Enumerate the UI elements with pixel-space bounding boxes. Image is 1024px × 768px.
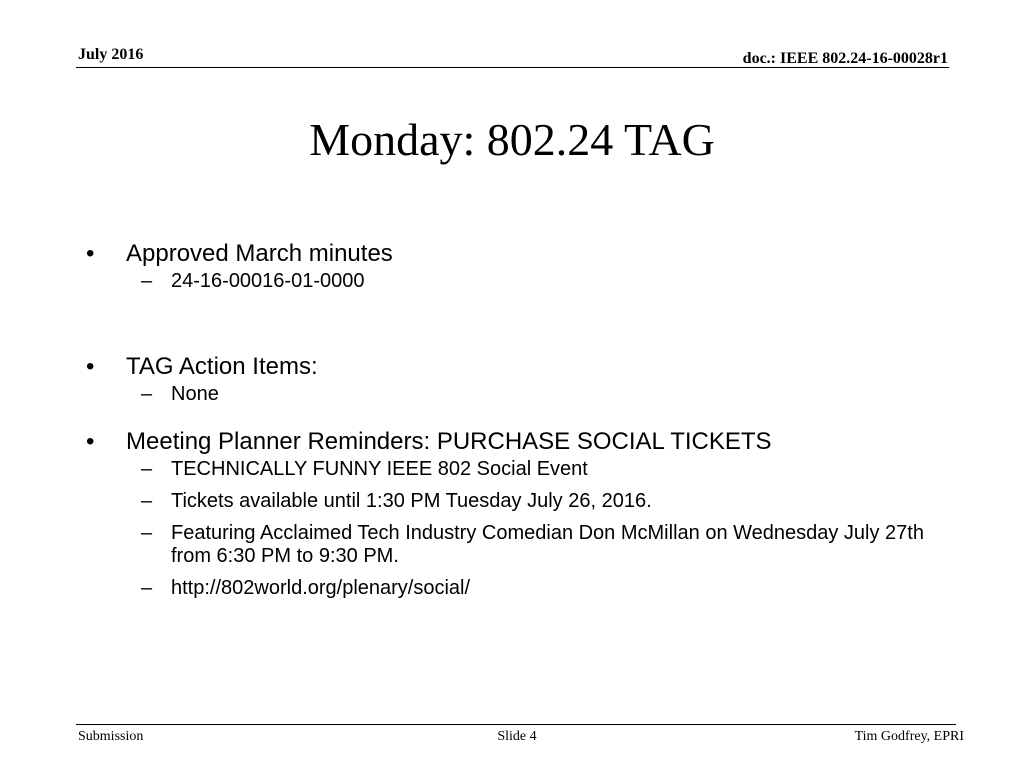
dash-marker: –	[141, 383, 153, 405]
bullet-text: Meeting Planner Reminders: PURCHASE SOCIAL TICKETS	[126, 428, 772, 455]
dash-marker: –	[141, 522, 153, 544]
sub-bullet-text: None	[171, 383, 219, 405]
sub-bullet-item	[84, 522, 944, 568]
slide-body	[84, 238, 944, 600]
dash-marker: –	[141, 458, 153, 480]
bullet-marker: •	[86, 240, 95, 267]
bullet-marker: •	[86, 353, 95, 380]
sub-bullet-link[interactable]: http://802world.org/plenary/social/	[171, 577, 471, 599]
bullet-item	[84, 351, 944, 383]
dash-marker: –	[141, 490, 153, 512]
sub-bullet-item	[84, 383, 944, 406]
bullet-marker: •	[86, 428, 95, 455]
header-doc-id: doc.: IEEE 802.24-16-00028r1	[742, 50, 948, 67]
header-rule	[76, 67, 949, 68]
header-date: July 2016	[78, 46, 144, 63]
bullet-item	[84, 238, 944, 270]
dash-marker: –	[141, 270, 153, 292]
sub-bullet-text: 24-16-00016-01-0000	[171, 270, 365, 292]
sub-bullet-item	[84, 490, 944, 513]
bullet-text: TAG Action Items:	[126, 353, 318, 380]
footer-slide-number: Slide 4	[497, 729, 537, 744]
sub-bullet-item	[84, 577, 944, 600]
bullet-item	[84, 426, 944, 458]
slide-title: Monday: 802.24 TAG	[309, 114, 715, 165]
sub-bullet-item	[84, 270, 944, 293]
sub-bullet-item	[84, 458, 944, 481]
bullet-text: Approved March minutes	[126, 240, 393, 267]
dash-marker: –	[141, 577, 153, 599]
sub-bullet-text: Featuring Acclaimed Tech Industry Comedian Don McMillan on Wednesday July 27th from 6:30 PM to 9:30 PM.	[171, 522, 924, 567]
footer-rule	[76, 724, 956, 725]
footer-submission: Submission	[78, 729, 144, 744]
sub-bullet-text: TECHNICALLY FUNNY IEEE 802 Social Event	[171, 458, 588, 480]
sub-bullet-text: Tickets available until 1:30 PM Tuesday July 26, 2016.	[171, 490, 652, 512]
footer-author: Tim Godfrey, EPRI	[854, 729, 964, 744]
